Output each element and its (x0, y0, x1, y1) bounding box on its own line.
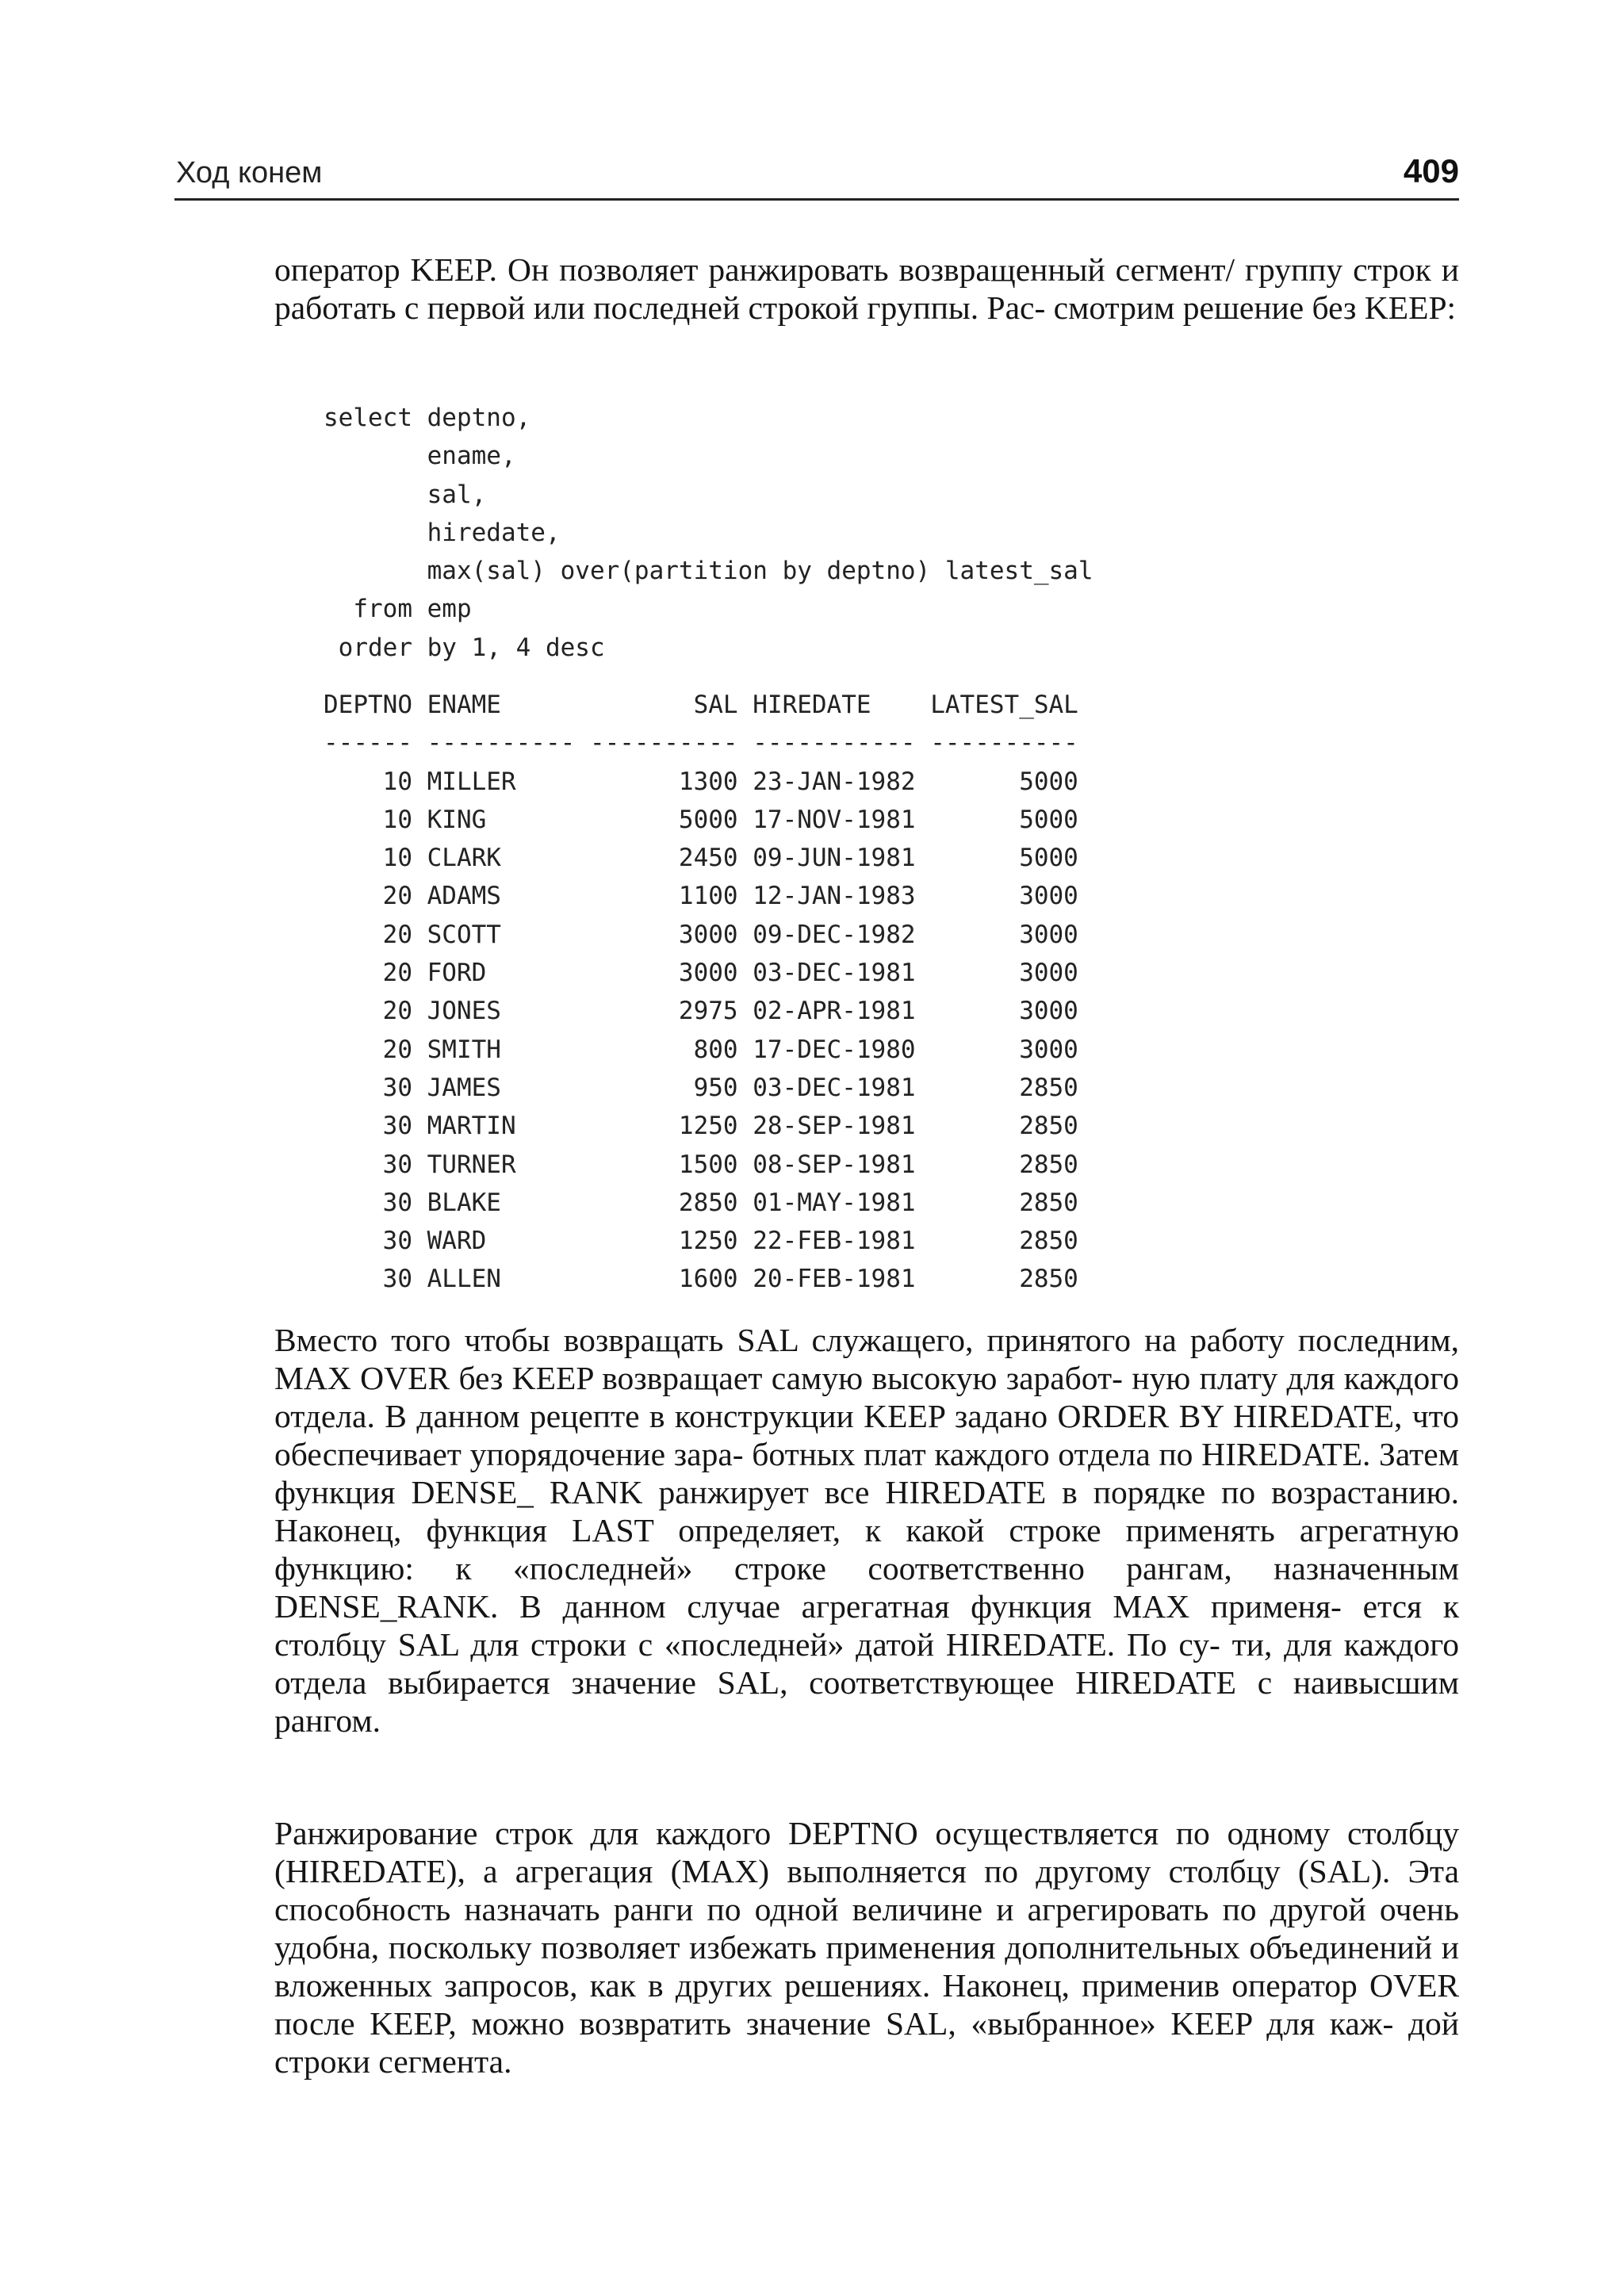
code-line: order by 1, 4 desc (324, 633, 605, 662)
intro-line: оператор KEEP. Он позволяет ранжировать возвращенный сегмент/ (274, 251, 1235, 288)
body-line: задано ORDER BY HIREDATE, что обеспечивает упорядочение зара- (274, 1398, 1460, 1472)
body-line: применения дополнительных объединений и вложенных запросов, (274, 1929, 1460, 2004)
body-line: ботных плат каждого отдела по HIREDATE. Затем функция DENSE_ (274, 1436, 1459, 1510)
sql-query-listing (324, 399, 1094, 667)
conclusion-paragraph (274, 1814, 1459, 2081)
result-row: 10 KING 5000 17-NOV-1981 5000 (324, 805, 1078, 834)
body-line: RANK ранжирует все HIREDATE в порядке по возрастанию. Наконец, (274, 1474, 1460, 1548)
body-line: KEEP, можно возвратить значение SAL, «выбранное» KEEP для каж- (370, 2005, 1394, 2042)
result-row: 30 ALLEN 1600 20-FEB-1981 2850 (324, 1265, 1078, 1294)
body-line: столбцу (HIREDATE), а агрегация (MAX) выполняется по другому (274, 1815, 1459, 1889)
result-row: 30 MARTIN 1250 28-SEP-1981 2850 (324, 1112, 1078, 1141)
query-result-table (324, 686, 1078, 1299)
result-row: 20 SMITH 800 17-DEC-1980 3000 (324, 1035, 1078, 1064)
code-line: select deptno, (324, 404, 531, 432)
result-separator: ------ ---------- ---------- ----------- ---------- (324, 729, 1078, 758)
result-row: 20 ADAMS 1100 12-JAN-1983 3000 (324, 882, 1078, 911)
result-row: 30 BLAKE 2850 01-MAY-1981 2850 (324, 1188, 1078, 1217)
result-row: 20 FORD 3000 03-DEC-1981 3000 (324, 959, 1078, 988)
body-line: функция LAST определяет, к какой строке применять агрегатную (426, 1512, 1459, 1548)
code-line: sal, (324, 480, 487, 509)
result-row: 20 SCOTT 3000 09-DEC-1982 3000 (324, 920, 1078, 949)
body-line: столбцу (SAL). Эта способность назначать ранги по одной величине (274, 1853, 1459, 1927)
running-header (174, 147, 1459, 201)
body-line: Ранжирование строк для каждого DEPTNO осуществляется по одному (274, 1815, 1331, 1851)
body-line: дой строки сегмента. (274, 2005, 1460, 2080)
body-line: функцию: к «последней» строке соответственно рангам, назначенным (274, 1550, 1459, 1587)
page-number: 409 (1403, 152, 1459, 189)
body-line: ную плату для каждого отдела. В данном рецепте в конструкции KEEP (274, 1360, 1460, 1434)
intro-line: группу строк и работать с первой или последней строкой группы. Рас- (274, 251, 1460, 326)
body-line: последним, MAX OVER без KEEP возвращает самую высокую заработ- (274, 1322, 1460, 1396)
explanation-paragraph (274, 1321, 1459, 1740)
running-title: Ход конем (176, 156, 323, 189)
body-line: как в других решениях. Наконец, применив оператор OVER после (274, 1967, 1460, 2042)
body-line: ется к столбцу SAL для строки с «последней» датой HIREDATE. По су- (274, 1588, 1460, 1663)
body-line: Вместо того чтобы возвращать SAL служащего, принятого на работу (274, 1322, 1285, 1358)
body-line: HIREDATE с наивысшим рангом. (274, 1664, 1460, 1739)
result-row: 30 JAMES 950 03-DEC-1981 2850 (324, 1073, 1078, 1102)
body-line: ти, для каждого отдела выбирается значение SAL, соответствующее (274, 1626, 1459, 1701)
result-row: 30 TURNER 1500 08-SEP-1981 2850 (324, 1150, 1078, 1179)
result-row: 10 CLARK 2450 09-JUN-1981 5000 (324, 844, 1078, 873)
body-line: DENSE_RANK. В данном случае агрегатная функция MAX применя- (274, 1588, 1342, 1625)
code-line: ename, (324, 442, 516, 471)
code-line: from emp (324, 595, 472, 624)
body-line: и агрегировать по другой очень удобна, поскольку позволяет избежать (274, 1891, 1459, 1966)
code-line: max(sal) over(partition by deptno) latest_sal (324, 557, 1094, 586)
result-row: 20 JONES 2975 02-APR-1981 3000 (324, 997, 1078, 1026)
intro-paragraph (274, 251, 1459, 327)
result-row: 30 WARD 1250 22-FEB-1981 2850 (324, 1227, 1078, 1256)
intro-line: смотрим решение без KEEP: (1053, 289, 1457, 326)
result-header: DEPTNO ENAME SAL HIREDATE LATEST_SAL (324, 691, 1078, 719)
result-row: 10 MILLER 1300 23-JAN-1982 5000 (324, 767, 1078, 796)
code-line: hiredate, (324, 518, 561, 547)
